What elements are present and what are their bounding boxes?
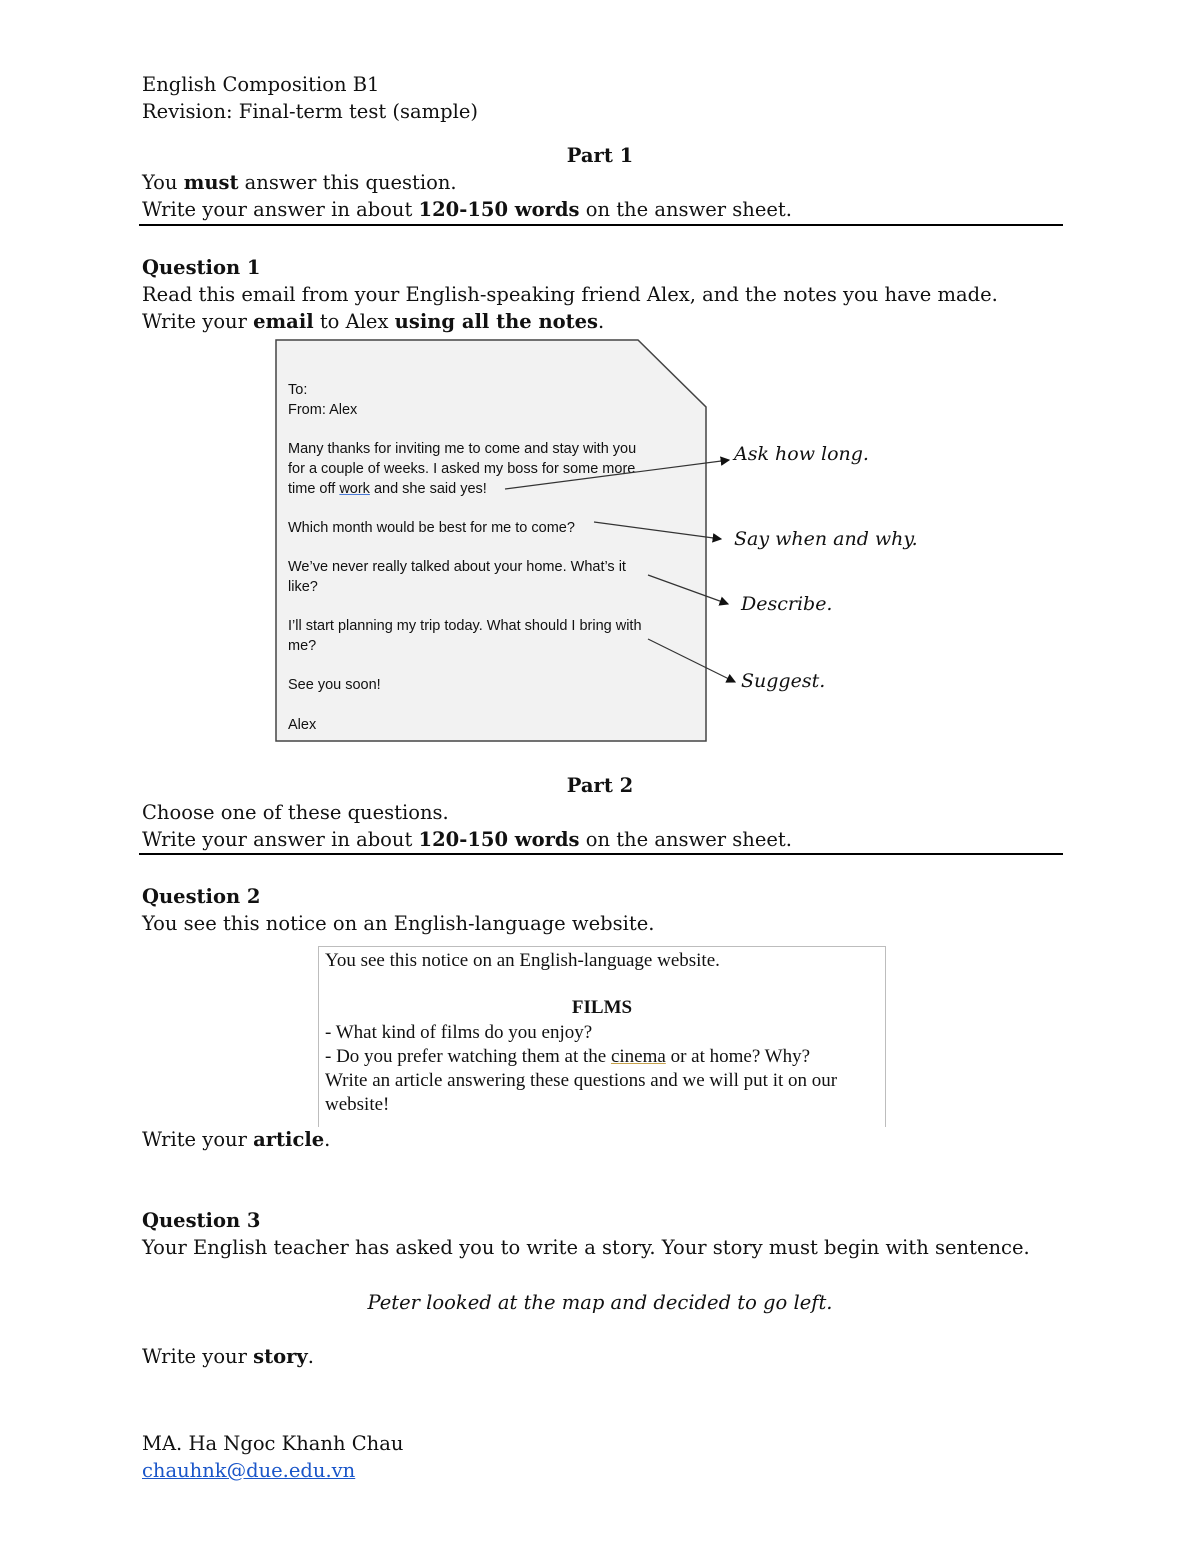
question2-task: Write your article. [142, 1128, 331, 1151]
question3-heading: Question 3 [142, 1209, 261, 1232]
arrow-1 [505, 460, 729, 489]
notice-line-4: website! [325, 1094, 390, 1115]
question1-line-1: Read this email from your English-speaking friend Alex, and the notes you have made. [142, 283, 998, 306]
part1-instruction-1: You must answer this question. [142, 171, 457, 194]
question3-line-1: Your English teacher has asked you to write a story. Your story must begin with sentence. [142, 1236, 1030, 1259]
part2-divider [139, 853, 1063, 855]
part2-heading: Part 2 [566, 774, 634, 797]
email-para1-line1: Many thanks for inviting me to come and stay with you [288, 441, 637, 457]
question3-sentence: Peter looked at the map and decided to go left. [367, 1291, 833, 1314]
notice-question-2: - Do you prefer watching them at the cinema or at home? Why? [325, 1046, 811, 1067]
question2-heading: Question 2 [142, 885, 261, 908]
notice-heading: FILMS [571, 997, 633, 1018]
part2-instruction-2: Write your answer in about 120-150 words on the answer sheet. [142, 828, 792, 851]
email-closing: See you soon! [288, 677, 381, 693]
email-para1-line2: for a couple of weeks. I asked my boss for some more [288, 461, 636, 477]
course-title: English Composition B1 [142, 73, 380, 96]
author-name: MA. Ha Ngoc Khanh Chau [142, 1432, 404, 1455]
email-to: To: [288, 382, 308, 398]
notice-intro: You see this notice on an English-language website. [325, 950, 720, 971]
author-email-line [142, 1457, 355, 1484]
part1-instruction-2: Write your answer in about 120-150 words on the answer sheet. [142, 198, 792, 221]
email-para2: Which month would be best for me to come? [288, 520, 575, 536]
email-para4-line1: I’ll start planning my trip today. What should I bring with [288, 618, 642, 634]
email-para4-line2: me? [288, 638, 317, 654]
question1-heading: Question 1 [142, 256, 261, 279]
author-email-link[interactable]: chauhnk@due.edu.vn [142, 1459, 356, 1482]
arrow-3 [648, 575, 728, 604]
part2-instruction-1: Choose one of these questions. [142, 801, 449, 824]
email-from: From: Alex [288, 402, 358, 418]
question3-task: Write your story. [142, 1345, 314, 1368]
arrow-4 [648, 639, 735, 682]
notice-question-1: - What kind of films do you enjoy? [325, 1022, 593, 1043]
note-suggest: Suggest. [741, 670, 826, 692]
revision-title: Revision: Final-term test (sample) [142, 100, 478, 123]
email-para1-line3: time off work and she said yes! [288, 481, 487, 497]
part1-heading: Part 1 [566, 144, 634, 167]
email-signature: Alex [288, 717, 317, 733]
notice-box [318, 946, 886, 1127]
email-para3-line2: like? [288, 579, 318, 595]
email-para3-line1: We’ve never really talked about your home. What’s it [288, 559, 626, 575]
notice-line-3: Write an article answering these questions and we will put it on our [325, 1070, 838, 1091]
question1-line-2: Write your email to Alex using all the notes. [142, 310, 605, 333]
note-describe: Describe. [741, 593, 833, 615]
note-ask-how-long: Ask how long. [734, 443, 869, 465]
arrow-2 [594, 522, 721, 539]
question2-line-1: You see this notice on an English-language website. [142, 912, 655, 935]
note-say-when-and-why: Say when and why. [734, 528, 918, 550]
